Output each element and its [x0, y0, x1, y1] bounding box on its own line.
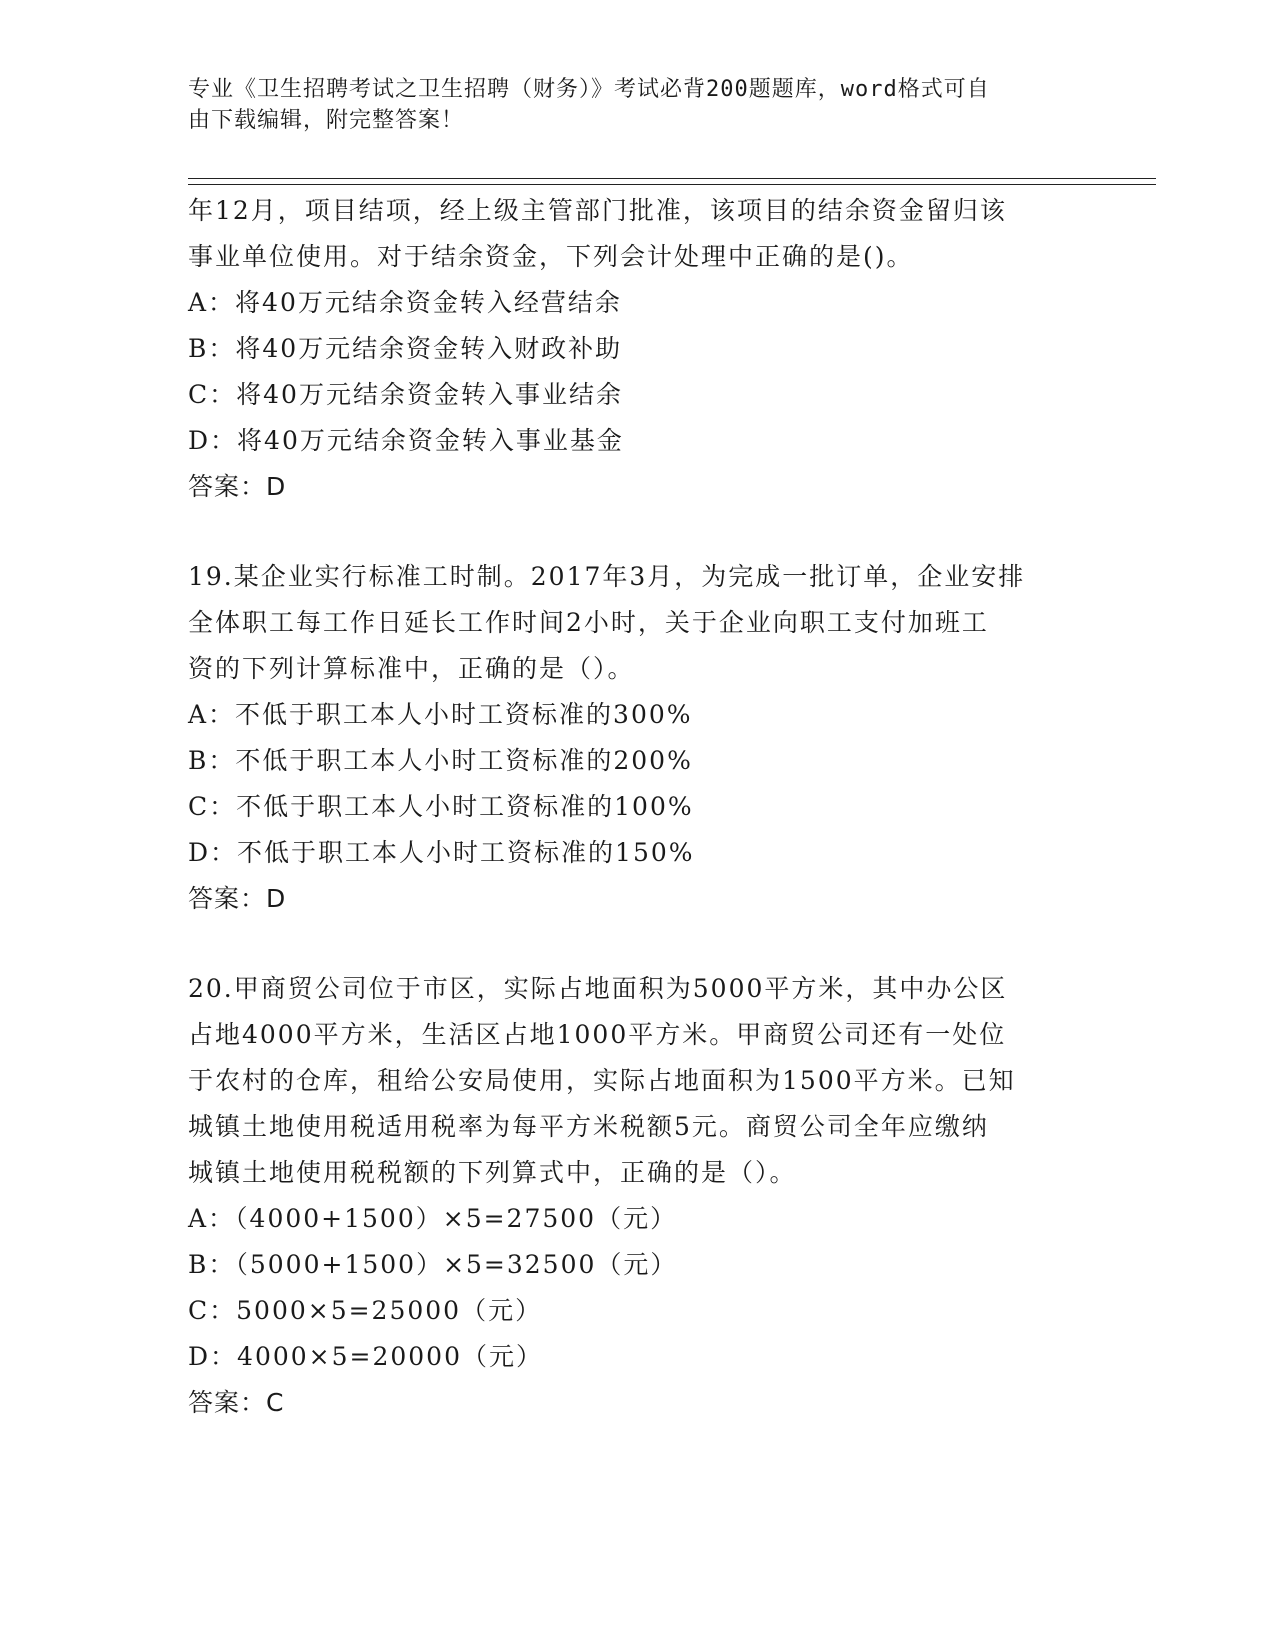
question-stem-line: 于农村的仓库，租给公安局使用，实际占地面积为1500平方米。已知	[188, 1066, 1016, 1095]
option-c: C：将40万元结余资金转入事业结余	[188, 380, 623, 409]
option-c: C：5000×5=25000（元）	[188, 1296, 543, 1325]
option-a: A：将40万元结余资金转入经营结余	[188, 288, 622, 317]
option-d: D：将40万元结余资金转入事业基金	[188, 426, 624, 455]
question-stem-line: 事业单位使用。对于结余资金，下列会计处理中正确的是()。	[188, 242, 914, 271]
header-title-line-1: 专业《卫生招聘考试之卫生招聘（财务）》考试必背200题题库，word格式可自	[188, 77, 990, 102]
question-stem-line: 资的下列计算标准中，正确的是（）。	[188, 654, 635, 683]
header-divider-top	[188, 178, 1156, 179]
question-block-20	[188, 966, 1088, 1426]
question-spacer	[188, 510, 1088, 554]
option-b: B：不低于职工本人小时工资标准的200%	[188, 746, 693, 775]
option-d: D：4000×5=20000（元）	[188, 1342, 543, 1371]
question-stem-line: 19.某企业实行标准工时制。2017年3月，为完成一批订单，企业安排	[188, 562, 1026, 591]
option-b: B：将40万元结余资金转入财政补助	[188, 334, 623, 363]
question-stem-line: 城镇土地使用税适用税率为每平方米税额5元。商贸公司全年应缴纳	[188, 1112, 989, 1141]
option-d: D：不低于职工本人小时工资标准的150%	[188, 838, 695, 867]
question-block-19	[188, 554, 1088, 922]
question-list	[188, 188, 1088, 1426]
answer-label: 答案：D	[188, 884, 287, 913]
question-spacer	[188, 922, 1088, 966]
question-stem-line: 城镇土地使用税税额的下列算式中，正确的是（）。	[188, 1158, 797, 1187]
question-stem-line: 20.甲商贸公司位于市区，实际占地面积为5000平方米，其中办公区	[188, 974, 1008, 1003]
header-divider-bottom	[188, 184, 1156, 185]
question-stem-line: 占地4000平方米，生活区占地1000平方米。甲商贸公司还有一处位	[188, 1020, 1007, 1049]
question-block-1	[188, 188, 1088, 510]
header-title-line-2: 由下载编辑，附完整答案！	[188, 108, 465, 133]
question-stem-line: 年12月，项目结项，经上级主管部门批准，该项目的结余资金留归该	[188, 196, 1007, 225]
option-c: C：不低于职工本人小时工资标准的100%	[188, 792, 694, 821]
option-a: A：（4000+1500）×5=27500（元）	[188, 1204, 678, 1233]
answer-label: 答案：C	[188, 1388, 285, 1417]
answer-label: 答案：D	[188, 472, 287, 501]
document-header	[188, 74, 1068, 136]
question-stem-line: 全体职工每工作日延长工作时间2小时，关于企业向职工支付加班工	[188, 608, 989, 637]
option-b: B：（5000+1500）×5=32500（元）	[188, 1250, 678, 1279]
option-a: A：不低于职工本人小时工资标准的300%	[188, 700, 693, 729]
